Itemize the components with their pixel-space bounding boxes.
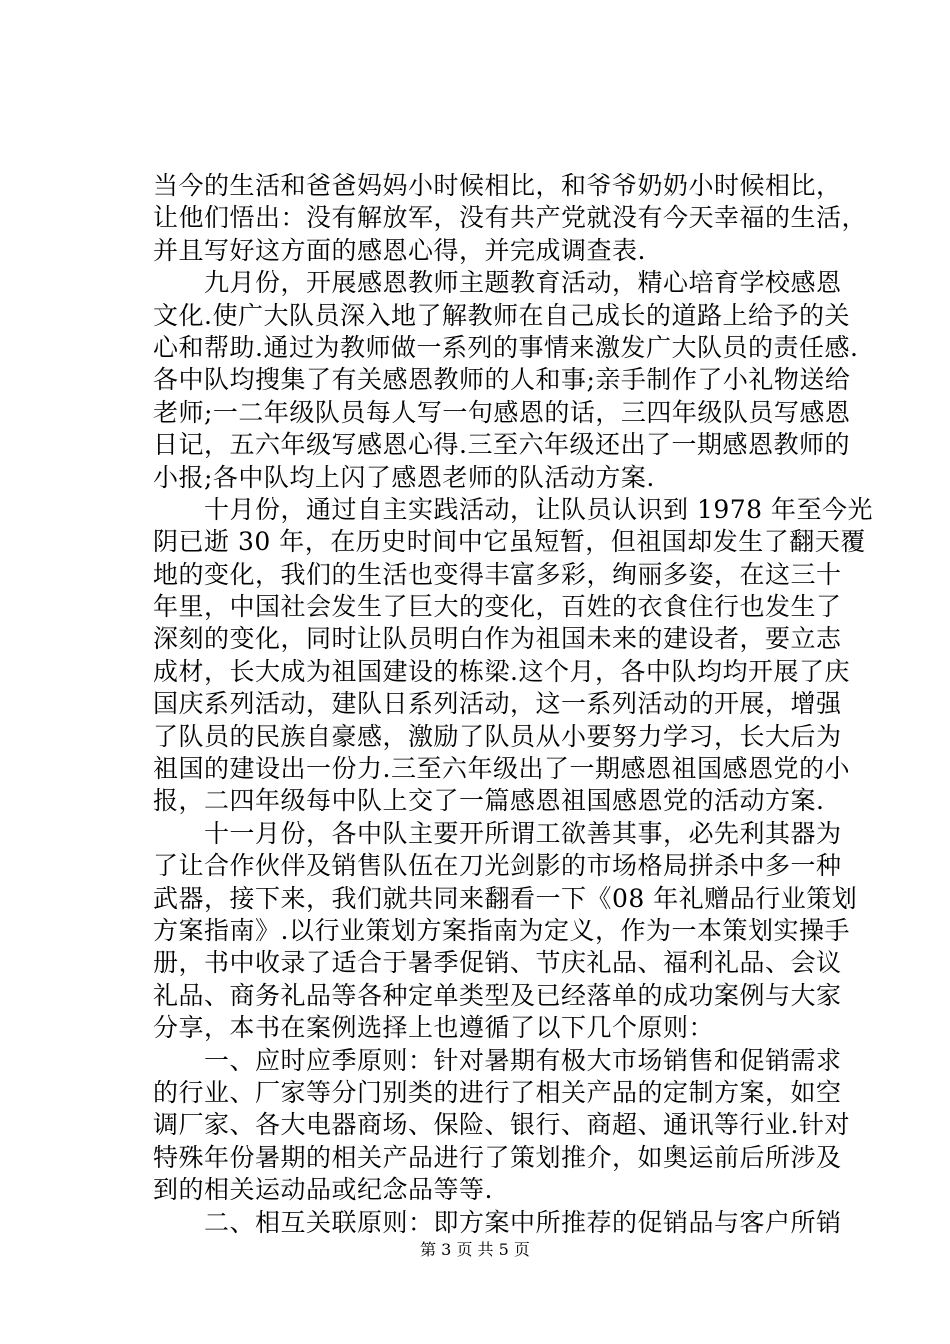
text-line: 分享，本书在案例选择上也遵循了以下几个原则： xyxy=(153,1013,715,1043)
text-line: 地的变化，我们的生活也变得丰富多彩，绚丽多姿，在这三十 xyxy=(153,559,842,589)
text-line: 祖国的建设出一份力.三至六年级出了一期感恩祖国感恩党的小 xyxy=(153,754,850,784)
text-line: 老师;一二年级队员每人写一句感恩的话，三四年级队员写感恩 xyxy=(153,397,851,427)
paragraph-october xyxy=(153,494,874,818)
text-line: 了让合作伙伴及销售队伍在刀光剑影的市场格局拼杀中多一种 xyxy=(153,851,842,881)
text-line: 成材，长大成为祖国建设的栋梁.这个月，各中队均均开展了庆 xyxy=(153,656,850,686)
paragraph-principle-2 xyxy=(153,1207,842,1239)
text-line: 日记，五六年级写感恩心得.三至六年级还出了一期感恩教师的 xyxy=(153,430,850,460)
text-line: 方案指南》.以行业策划方案指南为定义，作为一本策划实操手 xyxy=(153,915,850,945)
text-line: 当今的生活和爸爸妈妈小时候相比，和爷爷奶奶小时候相比， xyxy=(153,171,842,200)
text-line: 调厂家、各大电器商场、保险、银行、商超、通讯等行业.针对 xyxy=(153,1110,850,1140)
text-line: 二、相互关联原则：即方案中所推荐的促销品与客户所销 xyxy=(153,1207,842,1237)
text-line: 深刻的变化，同时让队员明白作为祖国未来的建设者，要立志 xyxy=(153,624,842,654)
paragraph-november xyxy=(153,818,858,1045)
paragraph-continued xyxy=(153,170,868,267)
text-line: 武器，接下来，我们就共同来翻看一下《08 年礼赠品行业策划 xyxy=(153,883,858,913)
text-line: 年里，中国社会发生了巨大的变化，百姓的衣食住行也发生了 xyxy=(153,592,842,622)
text-line: 各中队均搜集了有关感恩教师的人和事;亲手制作了小礼物送给 xyxy=(153,365,851,395)
text-line: 到的相关运动品或纪念品等等. xyxy=(153,1175,493,1205)
text-line: 十月份，通过自主实践活动，让队员认识到 1978 年至今光 xyxy=(153,494,874,524)
text-line: 册，书中收录了适合于暑季促销、节庆礼品、福利礼品、会议 xyxy=(153,948,842,978)
text-line: 国庆系列活动，建队日系列活动，这一系列活动的开展，增强 xyxy=(153,689,842,719)
text-line: 让他们悟出：没有解放军，没有共产党就没有今天幸福的生活， xyxy=(153,203,868,233)
text-line: 十一月份，各中队主要开所谓工欲善其事，必先利其器为 xyxy=(153,818,842,848)
text-line: 礼品、商务礼品等各种定单类型及已经落单的成功案例与大家 xyxy=(153,980,842,1010)
text-line: 了队员的民族自豪感，激励了队员从小要努力学习，长大后为 xyxy=(153,721,842,751)
text-line: 的行业、厂家等分门别类的进行了相关产品的定制方案，如空 xyxy=(153,1077,842,1107)
text-line: 特殊年份暑期的相关产品进行了策划推介，如奥运前后所涉及 xyxy=(153,1142,842,1172)
text-line: 并且写好这方面的感恩心得，并完成调查表. xyxy=(153,235,646,265)
text-line: 报，二四年级每中队上交了一篇感恩祖国感恩党的活动方案. xyxy=(153,786,825,816)
text-line: 阴已逝 30 年，在历史时间中它虽短暂，但祖国却发生了翻天覆 xyxy=(153,527,866,557)
paragraph-september xyxy=(153,267,859,494)
text-line: 文化.使广大队员深入地了解教师在自己成长的道路上给予的关 xyxy=(153,300,850,330)
page-number-footer: 第 3 页 共 5 页 xyxy=(420,1240,530,1259)
document-body xyxy=(153,170,874,1239)
paragraph-principle-1 xyxy=(153,1045,850,1207)
text-line: 九月份，开展感恩教师主题教育活动，精心培育学校感恩 xyxy=(153,268,842,298)
text-line: 心和帮助.通过为教师做一系列的事情来激发广大队员的责任感. xyxy=(153,332,859,362)
text-line: 小报;各中队均上闪了感恩老师的队活动方案. xyxy=(153,462,655,492)
text-line: 一、应时应季原则：针对暑期有极大市场销售和促销需求 xyxy=(153,1045,842,1075)
